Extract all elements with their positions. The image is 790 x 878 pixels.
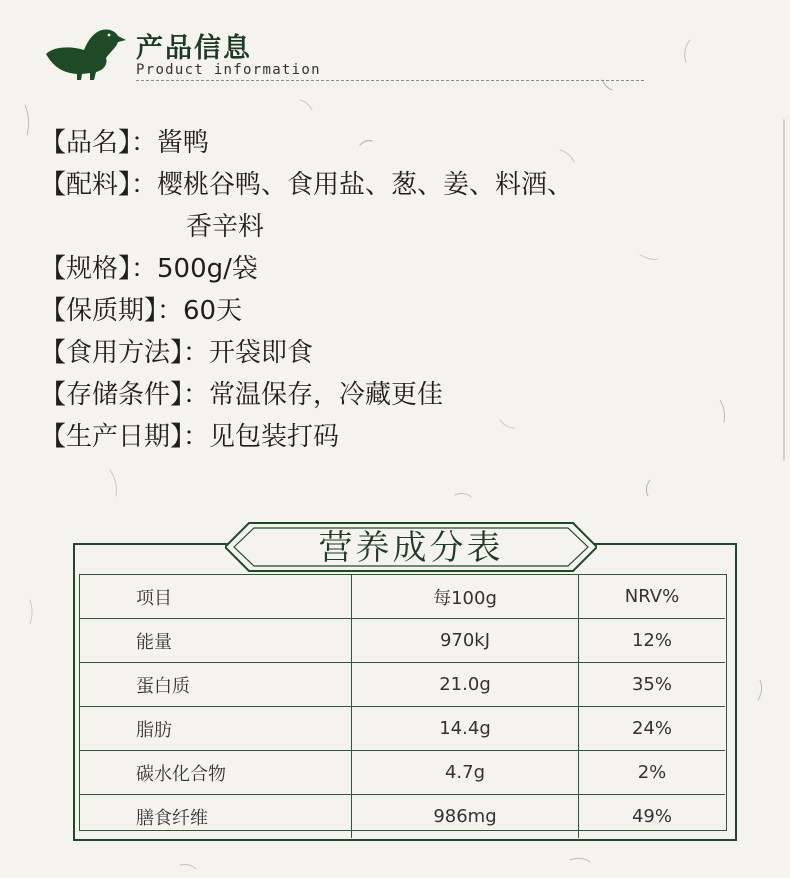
info-value: 樱桃谷鸭、食用盐、葱、姜、料酒、 (157, 170, 574, 200)
info-key: 【规格】： (40, 254, 158, 284)
duck-icon (44, 24, 126, 82)
nutrient-nrv: 2% (579, 751, 726, 795)
info-value: 见包装打码 (209, 422, 340, 452)
table-row (80, 751, 725, 795)
info-value: 酱鸭 (157, 128, 210, 158)
nutrient-name: 膳食纤维 (136, 807, 208, 829)
info-value: 常温保存，冷藏更佳 (209, 380, 444, 410)
col-header-per100g: 每100g (352, 575, 579, 619)
section-title-cn: 产品信息 (136, 33, 252, 64)
dashed-divider (136, 80, 644, 81)
table-row (80, 795, 725, 839)
nutrition-facts (73, 528, 737, 843)
table-row (80, 619, 725, 663)
nutrient-amount: 14.4g (352, 707, 579, 751)
table-row (80, 707, 725, 751)
nutrient-amount: 970kJ (352, 619, 579, 663)
info-value-continuation: 香辛料 (186, 212, 265, 242)
info-row-spec (40, 248, 740, 290)
nutrient-name: 蛋白质 (80, 663, 352, 707)
nutrient-amount: 986mg (352, 795, 579, 839)
nutrient-nrv: 49% (579, 795, 726, 839)
info-value: 开袋即食 (209, 338, 314, 368)
info-key: 【配料】： (40, 170, 158, 200)
info-row-shelf-life (40, 290, 740, 332)
nutrition-title: 营养成分表 (318, 528, 504, 568)
info-key: 【保质期】： (40, 296, 184, 326)
info-row-production-date (40, 416, 740, 458)
section-title-en: Product information (136, 62, 321, 78)
info-key: 【食用方法】： (40, 338, 210, 368)
info-row-ingredients (40, 164, 740, 206)
info-key: 【存储条件】： (40, 380, 210, 410)
nutrient-name: 碳水化合物 (80, 751, 352, 795)
info-key: 【生产日期】： (40, 422, 210, 452)
nutrition-table (80, 575, 725, 838)
col-header-nrv: NRV% (579, 575, 726, 619)
col-header-item: 项目 (80, 575, 352, 619)
nutrient-nrv: 24% (579, 707, 726, 751)
info-row-usage (40, 332, 740, 374)
nutrient-nrv: 12% (579, 619, 726, 663)
nutrient-amount: 21.0g (352, 663, 579, 707)
table-header-row (80, 575, 725, 619)
info-value: 500g/袋 (157, 254, 258, 284)
info-key: 【品名】： (40, 128, 158, 158)
info-row-storage (40, 374, 740, 416)
nutrient-nrv: 35% (579, 663, 726, 707)
info-value: 60天 (183, 296, 243, 326)
nutrient-amount: 4.7g (352, 751, 579, 795)
table-row (80, 663, 725, 707)
nutrient-name: 能量 (80, 619, 352, 663)
product-info-list (40, 122, 740, 458)
nutrient-name: 脂肪 (80, 707, 352, 751)
info-row-name (40, 122, 740, 164)
product-info-header (44, 20, 604, 90)
